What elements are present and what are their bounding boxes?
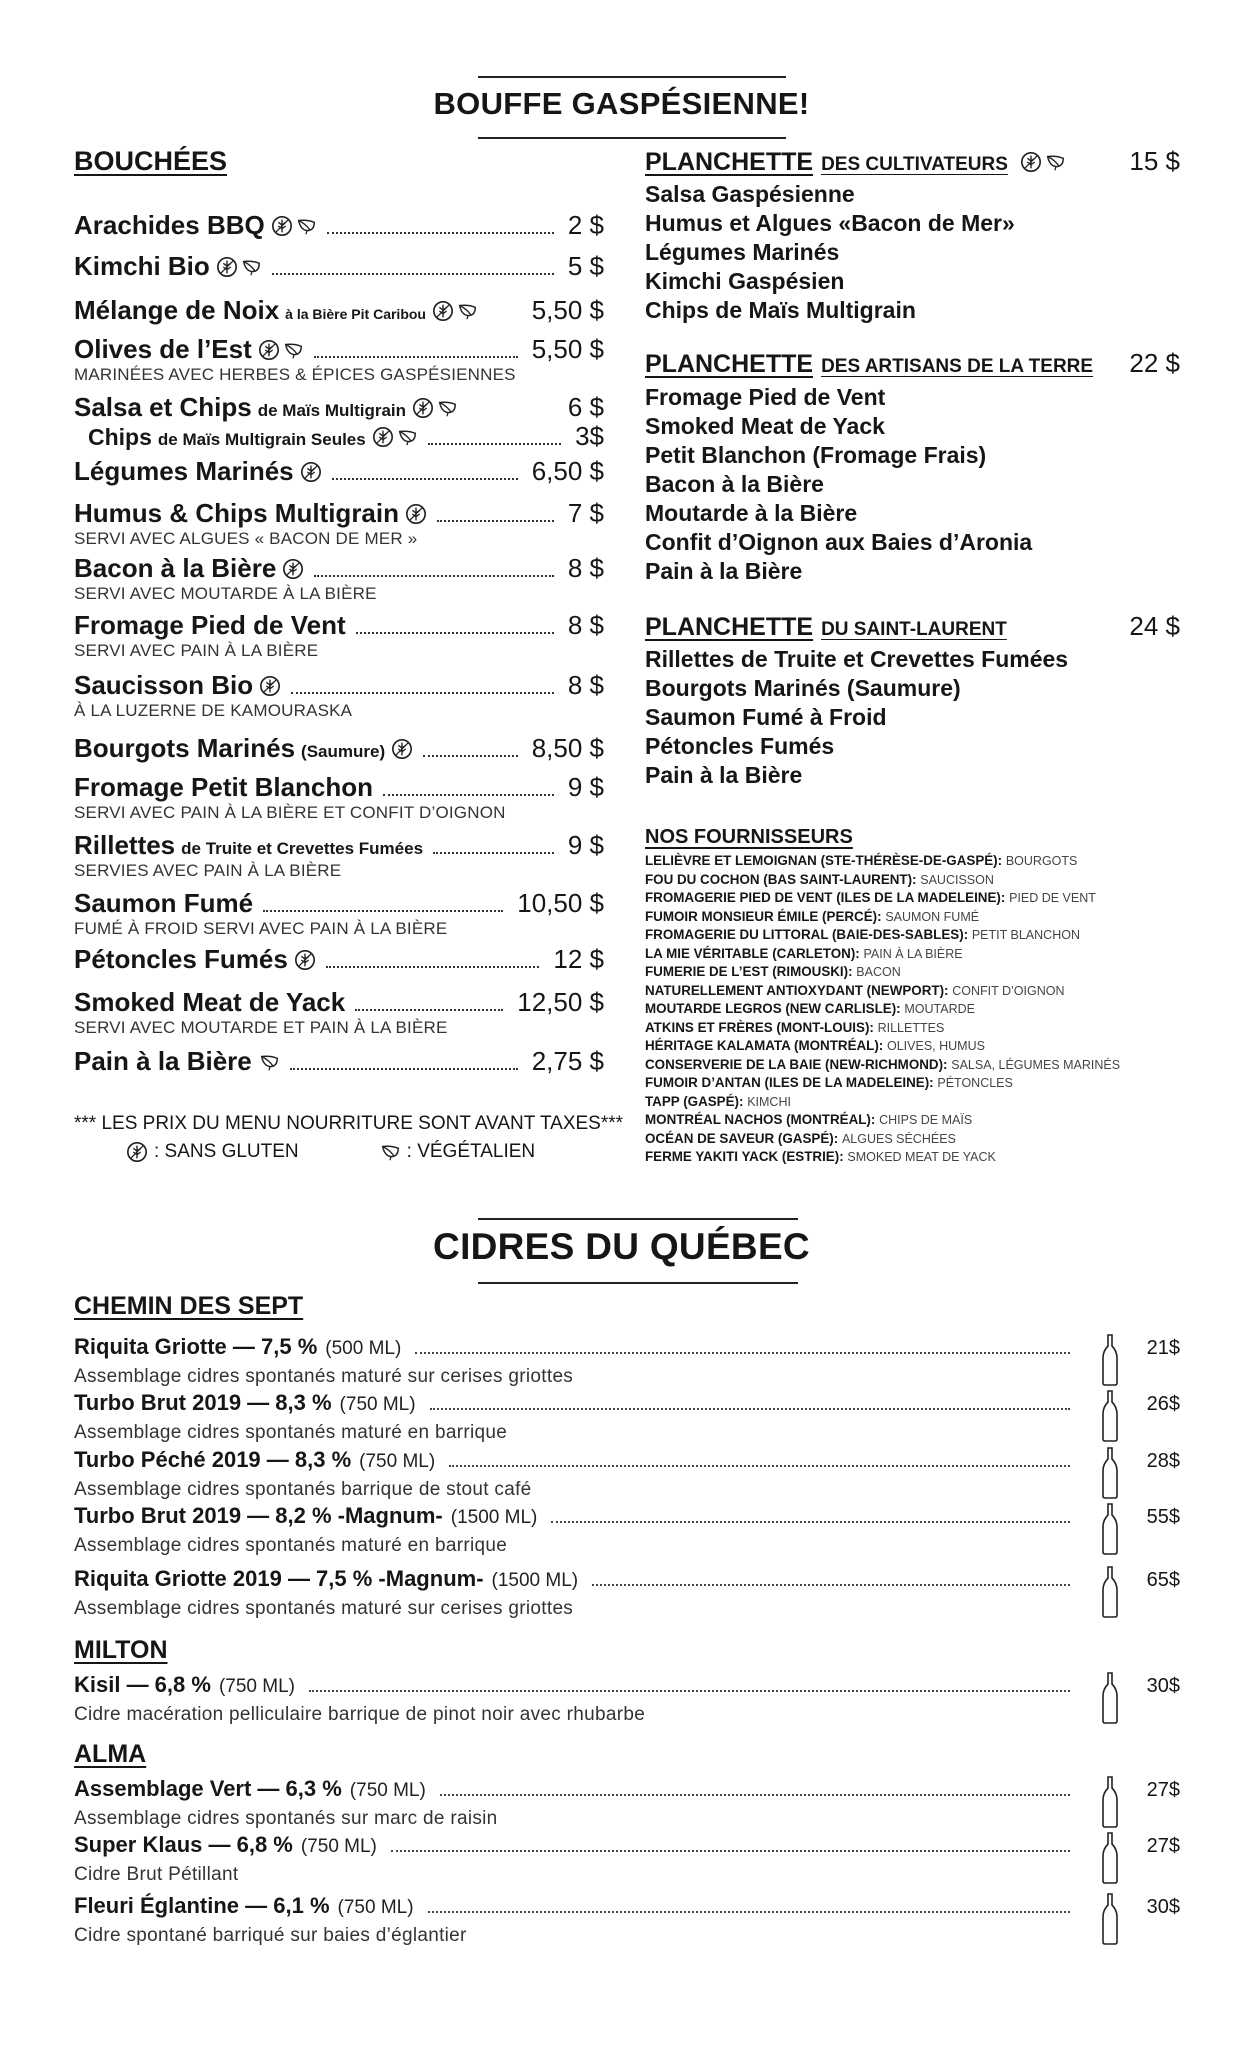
menu-item <box>74 772 604 823</box>
planchette-item: Petit Blanchon (Fromage Frais) <box>645 442 987 468</box>
item-name: Kimchi Bio <box>74 251 210 281</box>
gluten-free-icon <box>405 503 427 525</box>
menu-item <box>74 733 604 764</box>
producer-heading: ALMA <box>74 1740 147 1768</box>
gluten-free-icon <box>126 1141 148 1163</box>
supplier-product: OLIVES, HUMUS <box>887 1039 985 1053</box>
supplier-product: ALGUES SÉCHÉES <box>841 1131 956 1146</box>
dot-leader <box>415 1352 1070 1354</box>
item-description: SERVI AVEC PAIN À LA BIÈRE ET CONFIT D’OIGNON <box>74 803 506 822</box>
item-price: 8 $ <box>567 553 604 583</box>
item-suffix: de Maïs Multigrain Seules <box>157 430 366 449</box>
item-price: 2,75 $ <box>531 1046 604 1076</box>
item-name: Légumes Marinés <box>74 456 294 486</box>
bottle-icon <box>1100 1776 1120 1828</box>
item-name: Olives de l’Est <box>74 334 252 364</box>
gluten-free-icon <box>271 215 293 237</box>
item-name: Bourgots Marinés <box>74 733 296 763</box>
gluten-free-icon <box>372 426 394 448</box>
cider-description: Assemblage cidres spontanés maturé sur cerises griottes <box>74 1598 574 1619</box>
supplier-row <box>645 963 1120 982</box>
dot-leader <box>428 443 561 445</box>
supplier-name: LELIÈVRE ET LEMOIGNAN (STE-THÉRÈSE-DE-GASPÉ): <box>645 853 1003 868</box>
supplier-product: PIED DE VENT <box>1009 891 1096 905</box>
food-title: BOUFFE GASPÉSIENNE! <box>433 86 810 121</box>
supplier-name: CONSERVERIE DE LA BAIE (NEW-RICHMOND): <box>645 1056 948 1072</box>
supplier-product: PETIT BLANCHON <box>971 928 1080 942</box>
planchette-item: Confit d’Oignon aux Baies d’Aronia <box>645 529 1033 555</box>
supplier-row <box>645 1037 1120 1056</box>
supplier-product: CHIPS DE MAÏS <box>879 1113 973 1127</box>
cider-price: 26$ <box>1146 1393 1180 1415</box>
cider-item <box>74 1893 1180 1947</box>
cider-price: 28$ <box>1146 1450 1180 1472</box>
planchette-item: Pétoncles Fumés <box>645 733 835 759</box>
title-rule-bottom <box>478 137 786 139</box>
planchette-item: Fromage Pied de Vent <box>645 384 886 410</box>
cider-volume: (750 ML) <box>349 1780 426 1801</box>
planchette-price: 24 $ <box>1129 611 1180 641</box>
cider-title-rule-bottom <box>478 1282 798 1284</box>
planchette-title: PLANCHETTE <box>645 613 814 641</box>
planchette-item: Bourgots Marinés (Saumure) <box>645 675 961 701</box>
item-price: 10,50 $ <box>517 888 604 918</box>
cider-name: Riquita Griotte — 7,5 % <box>74 1334 318 1359</box>
supplier-name: NATURELLEMENT ANTIOXYDANT (NEWPORT): <box>645 982 949 998</box>
menu-item <box>74 295 604 326</box>
vegan-leaf-icon <box>436 397 458 419</box>
planchette-header <box>645 611 1180 642</box>
cider-name: Riquita Griotte 2019 — 7,5 % -Magnum- <box>74 1566 484 1591</box>
bottle-icon <box>1100 1447 1120 1499</box>
planchette-item: Bacon à la Bière <box>645 471 824 497</box>
supplier-name: FROMAGERIE PIED DE VENT (ILES DE LA MADELEINE): <box>645 890 1006 905</box>
planchette-price: 22 $ <box>1129 348 1180 378</box>
gluten-free-icon <box>391 738 413 760</box>
vegan-leaf-icon <box>1044 151 1066 173</box>
supplier-row <box>645 945 1120 964</box>
item-price: 5,50 $ <box>531 334 604 364</box>
cider-name: Turbo Péché 2019 — 8,3 % <box>74 1447 352 1472</box>
item-description: MARINÉES AVEC HERBES & ÉPICES GASPÉSIENNES <box>74 365 516 384</box>
item-price: 3$ <box>575 421 604 451</box>
item-price: 9 $ <box>567 772 604 802</box>
item-price: 12,50 $ <box>517 987 604 1017</box>
cider-price: 27$ <box>1146 1835 1180 1857</box>
gluten-free-icon <box>294 949 316 971</box>
item-price: 6 $ <box>567 392 604 422</box>
gluten-free-icon <box>282 558 304 580</box>
supplier-name: MONTRÉAL NACHOS (MONTRÉAL): <box>645 1112 876 1127</box>
item-description: FUMÉ À FROID SERVI AVEC PAIN À LA BIÈRE <box>74 919 448 938</box>
dot-leader <box>314 575 554 577</box>
item-description: SERVI AVEC MOUTARDE ET PAIN À LA BIÈRE <box>74 1018 448 1037</box>
planchette-item: Humus et Algues «Bacon de Mer» <box>645 210 1015 236</box>
supplier-row <box>645 1093 1120 1112</box>
item-name: Pain à la Bière <box>74 1046 252 1076</box>
item-price: 8 $ <box>567 670 604 700</box>
dot-leader <box>551 1521 1070 1523</box>
item-price: 2 $ <box>567 210 604 240</box>
planchette-items <box>645 383 1032 586</box>
supplier-name: FUMOIR D’ANTAN (ILES DE LA MADELEINE): <box>645 1075 934 1090</box>
supplier-row <box>645 926 1120 945</box>
cider-description: Assemblage cidres spontanés barrique de stout café <box>74 1479 532 1500</box>
supplier-name: OCÉAN DE SAVEUR (GASPÉ): <box>645 1130 839 1146</box>
item-price: 9 $ <box>567 830 604 860</box>
item-name: Fromage Pied de Vent <box>74 610 346 640</box>
menu-item <box>88 421 604 452</box>
dot-leader <box>263 910 503 912</box>
item-price: 6,50 $ <box>531 456 604 486</box>
vegan-leaf-icon <box>258 1051 280 1073</box>
planchette-title: PLANCHETTE <box>645 350 814 378</box>
dot-leader <box>428 1911 1070 1913</box>
menu-item <box>74 987 604 1038</box>
cider-volume: (750 ML) <box>337 1897 414 1918</box>
dot-leader <box>314 356 518 358</box>
supplier-row <box>645 1074 1120 1093</box>
cider-price: 30$ <box>1146 1675 1180 1697</box>
supplier-row <box>645 908 1120 927</box>
item-name: Arachides BBQ <box>74 210 265 240</box>
cider-price: 27$ <box>1146 1779 1180 1801</box>
vegan-leaf-icon <box>282 339 304 361</box>
dot-leader <box>272 273 554 275</box>
supplier-row <box>645 982 1120 1001</box>
item-price: 5,50 $ <box>531 295 604 325</box>
legend <box>126 1141 535 1163</box>
cider-price: 30$ <box>1146 1896 1180 1918</box>
planchette-item: Chips de Maïs Multigrain <box>645 297 916 323</box>
bottle-icon <box>1100 1503 1120 1555</box>
supplier-row <box>645 871 1120 890</box>
menu-item <box>74 498 604 549</box>
supplier-name: FERME YAKITI YACK (ESTRIE): <box>645 1149 844 1164</box>
suppliers-heading: NOS FOURNISSEURS <box>645 826 853 848</box>
cider-name: Kisil — 6,8 % <box>74 1672 211 1697</box>
item-price: 8 $ <box>567 610 604 640</box>
item-description: À LA LUZERNE DE KAMOURASKA <box>74 701 353 720</box>
planchette-subtitle: DES CULTIVATEURS <box>821 154 1008 175</box>
gluten-free-icon <box>258 339 280 361</box>
cider-item <box>74 1776 1180 1830</box>
dot-leader <box>391 1850 1070 1852</box>
cider-name: Turbo Brut 2019 — 8,2 % -Magnum- <box>74 1503 443 1528</box>
vegan-leaf-icon <box>240 256 262 278</box>
dot-leader <box>332 478 518 480</box>
supplier-product: SMOKED MEAT DE YACK <box>847 1150 996 1164</box>
menu-item <box>74 830 604 881</box>
cider-volume: (750 ML) <box>339 1394 416 1415</box>
dot-leader <box>449 1465 1070 1467</box>
supplier-product: PAIN À LA BIÈRE <box>863 946 963 961</box>
gluten-free-icon <box>300 461 322 483</box>
menu-item <box>74 1046 604 1077</box>
cider-description: Assemblage cidres spontanés maturé sur cerises griottes <box>74 1366 574 1387</box>
planchette-title: PLANCHETTE <box>645 148 814 176</box>
item-description: SERVI AVEC MOUTARDE À LA BIÈRE <box>74 584 377 603</box>
supplier-row <box>645 1130 1120 1149</box>
planchette-subtitle: DU SAINT-LAURENT <box>821 619 1007 640</box>
supplier-name: LA MIE VÉRITABLE (CARLETON): <box>645 945 860 961</box>
item-suffix: de Truite et Crevettes Fumées <box>181 839 424 858</box>
cider-item <box>74 1390 1180 1444</box>
cider-price: 65$ <box>1146 1569 1180 1591</box>
menu-item <box>74 670 604 721</box>
item-name: Saucisson Bio <box>74 670 254 700</box>
supplier-row <box>645 852 1120 871</box>
cider-price: 21$ <box>1146 1337 1180 1359</box>
item-description: SERVI AVEC ALGUES « BACON DE MER » <box>74 529 418 548</box>
producer-heading: CHEMIN DES SEPT <box>74 1292 304 1320</box>
menu-item <box>74 610 604 661</box>
cider-volume: (750 ML) <box>218 1676 295 1697</box>
item-name: Chips <box>88 424 152 450</box>
planchette-item: Kimchi Gaspésien <box>645 268 845 294</box>
item-price: 7 $ <box>567 498 604 528</box>
cider-description: Cidre macération pelliculaire barrique de pinot noir avec rhubarbe <box>74 1704 646 1725</box>
planchette-items <box>645 645 1068 790</box>
planchette-header <box>645 146 1180 177</box>
item-suffix: à la Bière Pit Caribou <box>285 306 426 322</box>
dot-leader <box>291 692 554 694</box>
cider-item <box>74 1566 1180 1620</box>
supplier-product: MOUTARDE <box>904 1002 975 1016</box>
cider-description: Cidre Brut Pétillant <box>74 1864 239 1885</box>
dot-leader <box>326 966 540 968</box>
cider-volume: (1500 ML) <box>491 1570 579 1591</box>
item-description: SERVI AVEC PAIN À LA BIÈRE <box>74 641 319 660</box>
bottle-icon <box>1100 1334 1120 1386</box>
cider-name: Assemblage Vert — 6,3 % <box>74 1776 342 1801</box>
planchette-item: Smoked Meat de Yack <box>645 413 885 439</box>
legend-gluten-free: : SANS GLUTEN <box>154 1141 299 1162</box>
cider-name: Fleuri Églantine — 6,1 % <box>74 1893 330 1918</box>
cider-title: CIDRES DU QUÉBEC <box>433 1226 810 1267</box>
bouchees-heading: BOUCHÉES <box>74 146 228 176</box>
item-price: 8,50 $ <box>531 733 604 763</box>
supplier-name: HÉRITAGE KALAMATA (MONTRÉAL): <box>645 1038 884 1053</box>
gluten-free-icon <box>412 397 434 419</box>
cider-volume: (750 ML) <box>300 1836 377 1857</box>
bottle-icon <box>1100 1832 1120 1884</box>
item-name: Bacon à la Bière <box>74 553 277 583</box>
legend-vegan: : VÉGÉTALIEN <box>406 1141 536 1162</box>
cider-description: Cidre spontané barriqué sur baies d’églantier <box>74 1925 467 1946</box>
dot-leader <box>355 1009 503 1011</box>
supplier-product: KIMCHI <box>747 1094 791 1109</box>
dot-leader <box>433 852 554 854</box>
menu-item <box>74 392 604 423</box>
vegan-leaf-icon <box>379 1141 401 1163</box>
cider-volume: (750 ML) <box>359 1451 436 1472</box>
supplier-product: RILLETTES <box>877 1020 945 1035</box>
dot-leader <box>592 1584 1070 1586</box>
gluten-free-icon <box>216 256 238 278</box>
supplier-row <box>645 1056 1120 1075</box>
cider-item <box>74 1447 1180 1501</box>
planchette-subtitle: DES ARTISANS DE LA TERRE <box>821 356 1094 377</box>
planchette-item: Saumon Fumé à Froid <box>645 704 887 730</box>
dot-leader <box>423 755 518 757</box>
supplier-row <box>645 1111 1120 1130</box>
bottle-icon <box>1100 1390 1120 1442</box>
bottle-icon <box>1100 1566 1120 1618</box>
planchette-item: Salsa Gaspésienne <box>645 181 855 207</box>
item-name: Saumon Fumé <box>74 888 254 918</box>
dot-leader <box>430 1408 1070 1410</box>
dot-leader <box>437 520 554 522</box>
dot-leader <box>356 632 554 634</box>
supplier-row <box>645 1000 1120 1019</box>
supplier-product: SALSA, LÉGUMES MARINÉS <box>951 1057 1121 1072</box>
supplier-product: SAUMON FUMÉ <box>885 909 980 924</box>
gluten-free-icon <box>432 300 454 322</box>
menu-item <box>74 334 604 385</box>
supplier-product: CONFIT D’OIGNON <box>952 983 1065 998</box>
cider-volume: (1500 ML) <box>450 1507 538 1528</box>
vegan-leaf-icon <box>456 300 478 322</box>
cider-description: Assemblage cidres spontanés maturé en barrique <box>74 1422 508 1443</box>
item-name: Salsa et Chips <box>74 392 252 422</box>
supplier-row <box>645 1148 1120 1167</box>
item-name: Rillettes <box>74 830 176 860</box>
supplier-product: BACON <box>856 965 901 979</box>
supplier-name: FUMOIR MONSIEUR ÉMILE (PERCÉ): <box>645 908 882 924</box>
menu-item <box>74 456 604 487</box>
supplier-name: ATKINS ET FRÈRES (MONT-LOUIS): <box>645 1019 874 1035</box>
gluten-free-icon <box>259 675 281 697</box>
menu-item <box>74 944 604 975</box>
producer-heading: MILTON <box>74 1636 168 1664</box>
supplier-product: PÉTONCLES <box>937 1076 1013 1090</box>
vegan-leaf-icon <box>396 426 418 448</box>
item-name: Pétoncles Fumés <box>74 944 288 974</box>
gluten-free-icon <box>1020 151 1042 173</box>
bottle-icon <box>1100 1672 1120 1724</box>
dot-leader <box>309 1690 1070 1692</box>
title-rule-top <box>478 76 786 78</box>
cider-name: Turbo Brut 2019 — 8,3 % <box>74 1390 332 1415</box>
item-price: 5 $ <box>567 251 604 281</box>
planchette-price: 15 $ <box>1129 146 1180 176</box>
cider-price: 55$ <box>1146 1506 1180 1528</box>
tax-note: *** LES PRIX DU MENU NOURRITURE SONT AVANT TAXES*** <box>74 1113 624 1134</box>
supplier-name: MOUTARDE LEGROS (NEW CARLISLE): <box>645 1001 901 1016</box>
cider-name: Super Klaus — 6,8 % <box>74 1832 293 1857</box>
dot-leader <box>440 1794 1070 1796</box>
planchette-item: Pain à la Bière <box>645 762 803 788</box>
item-price: 12 $ <box>553 944 604 974</box>
cider-item <box>74 1334 1180 1388</box>
planchette-item: Pain à la Bière <box>645 558 803 584</box>
supplier-name: FOU DU COCHON (BAS SAINT-LAURENT): <box>645 871 917 887</box>
planchette-item: Légumes Marinés <box>645 239 840 265</box>
supplier-name: FUMERIE DE L’EST (RIMOUSKI): <box>645 964 853 979</box>
cider-description: Assemblage cidres spontanés maturé en barrique <box>74 1535 508 1556</box>
item-name: Smoked Meat de Yack <box>74 987 346 1017</box>
planchette-item: Rillettes de Truite et Crevettes Fumées <box>645 646 1069 672</box>
supplier-name: TAPP (GASPÉ): <box>645 1093 744 1109</box>
item-name: Mélange de Noix <box>74 295 280 325</box>
cider-item <box>74 1672 1180 1726</box>
cider-item <box>74 1503 1180 1557</box>
supplier-row <box>645 1019 1120 1038</box>
suppliers-list <box>645 852 1120 1167</box>
cider-description: Assemblage cidres spontanés sur marc de raisin <box>74 1808 498 1829</box>
cider-item <box>74 1832 1180 1886</box>
planchette-item: Moutarde à la Bière <box>645 500 858 526</box>
bottle-icon <box>1100 1893 1120 1945</box>
item-suffix: (Saumure) <box>301 742 386 761</box>
item-name: Fromage Petit Blanchon <box>74 772 374 802</box>
planchette-header <box>645 348 1180 379</box>
dot-leader <box>327 232 554 234</box>
menu-item <box>74 251 604 282</box>
cider-title-rule-top <box>478 1218 798 1220</box>
supplier-product: SAUCISSON <box>920 872 994 887</box>
supplier-row <box>645 889 1120 908</box>
item-name: Humus & Chips Multigrain <box>74 498 399 528</box>
menu-item <box>74 210 604 241</box>
item-suffix: de Maïs Multigrain <box>257 401 407 420</box>
dot-leader <box>290 1068 518 1070</box>
cider-volume: (500 ML) <box>325 1338 402 1359</box>
menu-item <box>74 553 604 604</box>
menu-item <box>74 888 604 939</box>
vegan-leaf-icon <box>295 215 317 237</box>
dot-leader <box>383 794 554 796</box>
item-description: SERVIES AVEC PAIN À LA BIÈRE <box>74 861 342 880</box>
supplier-name: FROMAGERIE DU LITTORAL (BAIE-DES-SABLES): <box>645 927 969 942</box>
supplier-product: BOURGOTS <box>1005 854 1078 868</box>
planchette-items <box>645 180 1015 325</box>
